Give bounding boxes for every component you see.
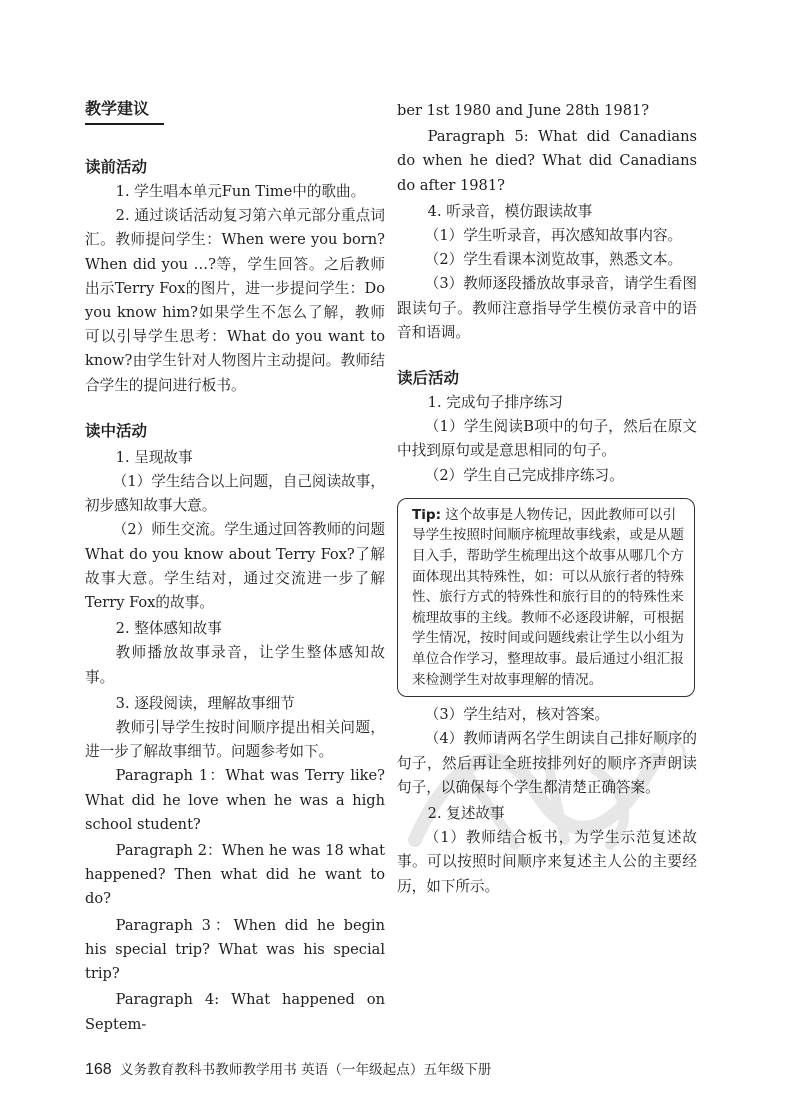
while-reading-step-1-2: （2）师生交流。学生通过回答教师的问题What do you know about Terry Fox?了解故事大意。学生结对，通过交流进一步了解Terry Fox的故事。	[85, 521, 385, 612]
post-reading-step-1-4: （4）教师请两名学生朗读自己排好顺序的句子，然后再让全班按排列好的顺序齐声朗读句子，以确保每个学生都清楚正确答案。	[397, 730, 697, 796]
while-reading-step-2: 2. 整体感知故事	[115, 620, 222, 638]
question-paragraph-4-continued: ber 1st 1980 and June 28th 1981?	[397, 102, 650, 119]
question-paragraph-3: Paragraph 3：When did he begin his special trip? What was his special trip?	[85, 916, 385, 983]
tip-text: 这个故事是人物传记，因此教师可以引导学生按照时间顺序梳理故事线索，或是从题目入手，帮助学生梳理出这个故事从哪几个方面体现出其特殊性，如：可以从旅行者的特殊性、旅行方式的特殊性和旅行目的的特殊性来梳理故事的主线。教师不必逐段讲解，可根据学生情况，按时间或问题线索让学生以小组为单位合作学习，整理故事。最后通过小组汇报来检测学生对故事理解的情况。	[412, 506, 684, 688]
while-reading-step-2-text: 教师播放故事录音，让学生整体感知故事。	[85, 644, 385, 686]
post-reading-step-1: 1. 完成句子排序练习	[427, 394, 563, 412]
post-reading-step-2-1: （1）教师结合板书，为学生示范复述故事。可以按照时间顺序来复述主人公的主要经历，如下所示。	[397, 829, 697, 895]
while-reading-step-3-text: 教师引导学生按时间顺序提出相关问题，进一步了解故事细节。问题参考如下。	[85, 719, 385, 761]
pre-reading-step-2: 2. 通过谈话活动复习第六单元部分重点词汇。教师提问学生：When were you born? When did you …?等，学生回答。之后教师出示Terry Fox的图片，进一步提问学生：Do you know him?如果学生不怎么了解，教师可以引导学生思考：What do you want to know?由学生针对人物图片主动提问。教师结合学生的提问进行板书。	[85, 207, 385, 394]
book-title: 义务教育教科书教师教学用书 英语（一年级起点）五年级下册	[120, 1062, 492, 1078]
post-reading-step-1-3: （3）学生结对，核对答案。	[424, 706, 610, 724]
pre-reading-heading: 读前活动	[85, 158, 148, 176]
heading-underline	[85, 123, 164, 125]
while-reading-step-1-1: （1）学生结合以上问题，自己阅读故事，初步感知故事大意。	[85, 473, 385, 515]
page-footer	[85, 1058, 491, 1079]
while-reading-step-4-2: （2）学生看课本浏览故事，熟悉文本。	[424, 251, 683, 269]
post-reading-heading: 读后活动	[397, 369, 460, 388]
question-paragraph-5: Paragraph 5: What did Canadians do when he died? What did Canadians do after 1981?	[397, 128, 697, 194]
while-reading-step-4-1: （1）学生听录音，再次感知故事内容。	[424, 227, 683, 245]
tip-box	[397, 498, 695, 697]
question-paragraph-1: Paragraph 1：What was Terry like? What did he love when he was a high school student?	[85, 767, 385, 833]
question-paragraph-2: Paragraph 2：When he was 18 what happened? Then what did he want to do?	[85, 842, 385, 908]
page-number: 168	[85, 1061, 112, 1078]
left-column	[85, 96, 385, 1037]
post-reading-step-1-2: （2）学生自己完成排序练习。	[424, 466, 624, 484]
right-column	[397, 99, 697, 899]
while-reading-step-1: 1. 呈现故事	[115, 448, 193, 466]
post-reading-step-2: 2. 复述故事	[427, 805, 505, 822]
while-reading-step-4-3: （3）教师逐段播放故事录音，请学生看图跟读句子。教师注意指导学生模仿录音中的语音和语调。	[397, 275, 697, 341]
pre-reading-step-1: 1. 学生唱本单元Fun Time中的歌曲。	[115, 183, 366, 200]
while-reading-step-4: 4. 听录音，模仿跟读故事	[427, 202, 593, 220]
teaching-suggestions-heading: 教学建议	[85, 99, 150, 118]
while-reading-step-3: 3. 逐段阅读，理解故事细节	[115, 694, 295, 712]
post-reading-step-1-1: （1）学生阅读B项中的句子，然后在原文中找到原句或是意思相同的句子。	[397, 418, 697, 460]
tip-label: Tip:	[412, 506, 442, 523]
while-reading-heading: 读中活动	[85, 421, 148, 440]
question-paragraph-4: Paragraph 4: What happened on Septem-	[85, 991, 385, 1033]
